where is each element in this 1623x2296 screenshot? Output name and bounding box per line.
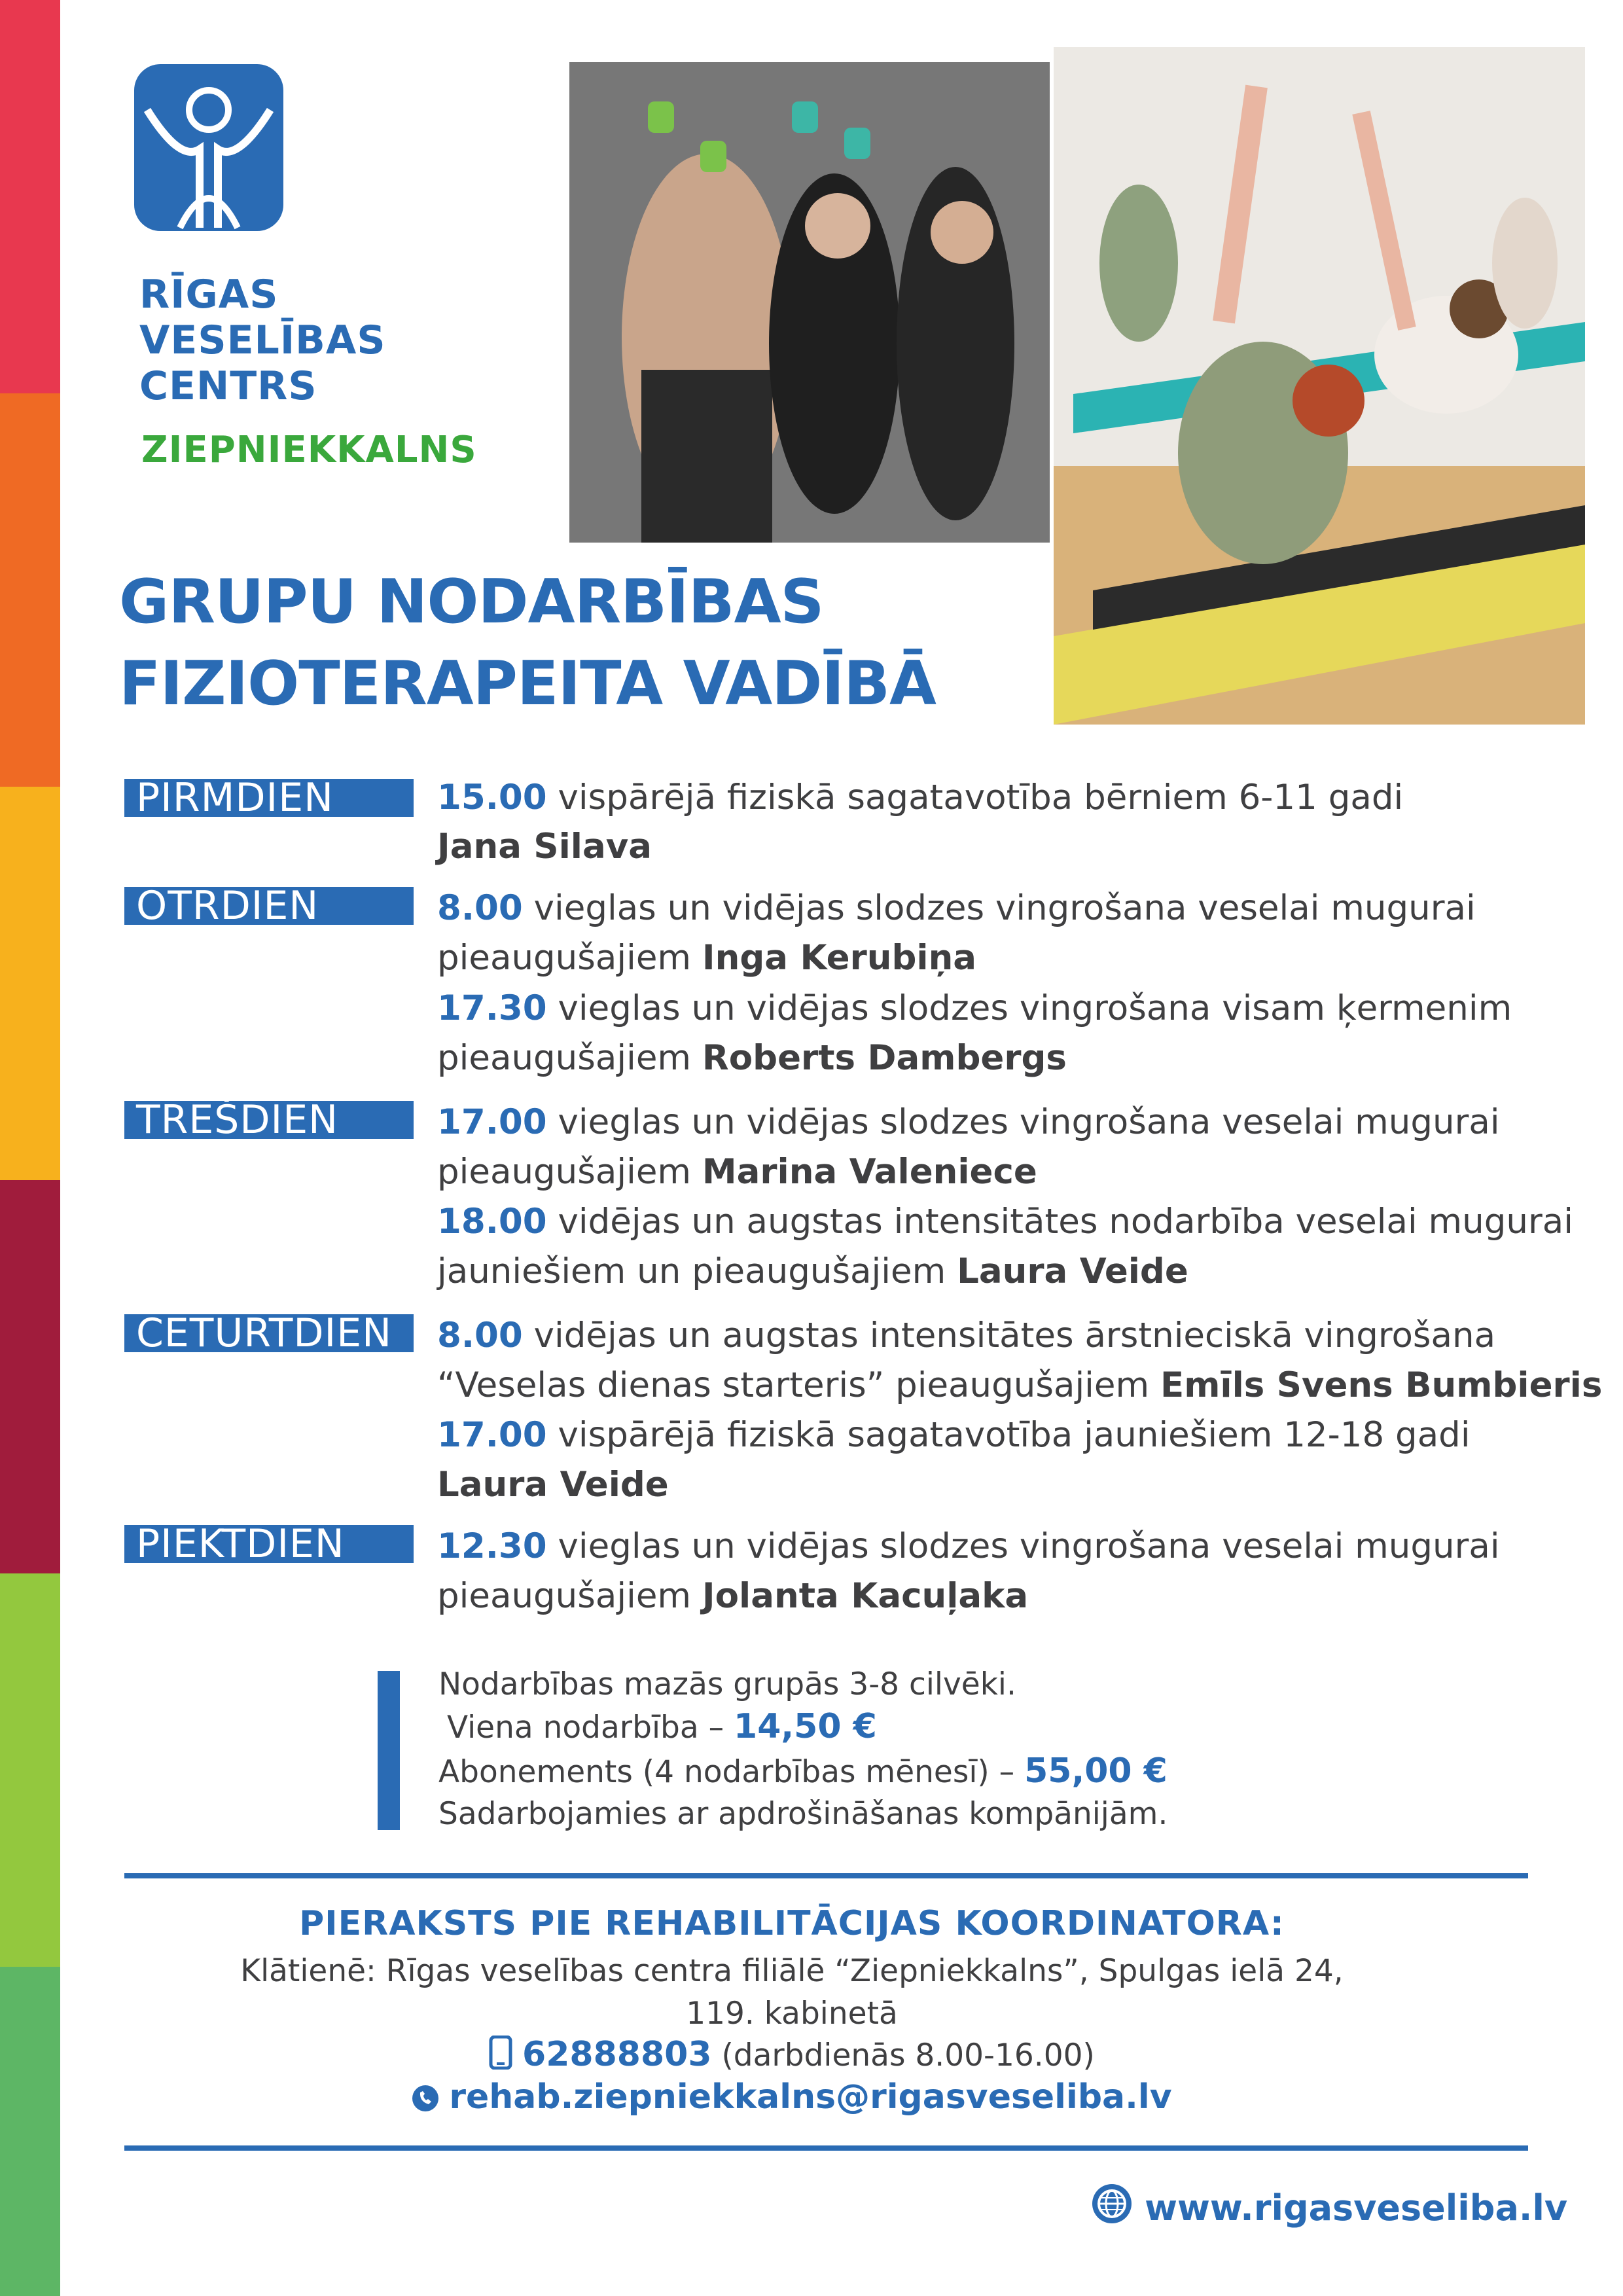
branch-name: ZIEPNIEKKALNS — [141, 429, 477, 471]
address-line-2: 119. kabinetā — [686, 1996, 898, 2032]
trainer-name: Jolanta Kacuļaka — [702, 1576, 1029, 1616]
subscription-price — [438, 1751, 1168, 1791]
brand-line-2: VESELĪBAS — [139, 317, 386, 363]
class-time: 18.00 — [437, 1202, 547, 1242]
email-link[interactable]: rehab.ziepniekkalns@rigasveseliba.lv — [449, 2077, 1172, 2117]
schedule-line — [437, 1318, 1495, 1353]
schedule-line — [437, 1415, 1471, 1455]
day-label-monday: PIRMDIEN — [124, 779, 414, 817]
class-description: vidējas un augstas intensitātes nodarbība veselai mugurai — [546, 1202, 1573, 1242]
trainer-name: Marina Valeniece — [702, 1152, 1037, 1192]
audience-text: jauniešiem un pieaugušajiem — [437, 1251, 957, 1291]
schedule-line — [437, 780, 1403, 815]
insurance-note: Sadarbojamies ar apdrošināšanas kompānijām. — [438, 1796, 1168, 1832]
class-time: 17.00 — [437, 1415, 547, 1455]
class-description: vispārējā fiziskā sagatavotība bērniem 6-11 gadi — [546, 778, 1404, 817]
phone-number[interactable]: 62888803 — [522, 2035, 712, 2074]
schedule-line — [437, 1202, 1573, 1242]
person-logo-icon — [134, 64, 283, 231]
class-description: vieglas un vidējas slodzes vingrošana visam ķermenim — [546, 988, 1512, 1028]
photo-dumbbell-training — [569, 62, 1050, 543]
class-description: vieglas un vidējas slodzes vingrošana veselai mugurai — [522, 888, 1476, 928]
day-label-thursday: CETURTDIEN — [124, 1314, 414, 1352]
photo-yoga-class — [1054, 47, 1585, 725]
brand-line-1: RĪGAS — [139, 272, 279, 317]
phone-icon — [489, 2036, 512, 2075]
day-label-tuesday: OTRDIEN — [124, 887, 414, 925]
single-session-price — [447, 1707, 877, 1746]
pricing-accent-bar — [378, 1671, 400, 1830]
schedule-line — [437, 827, 652, 867]
single-session-label: Viena nodarbība – — [447, 1710, 734, 1746]
schedule-line — [437, 1465, 669, 1505]
trainer-name: Laura Veide — [957, 1251, 1188, 1291]
class-description: vieglas un vidējas slodzes vingrošana veselai mugurai — [546, 1526, 1500, 1566]
schedule-line — [437, 988, 1512, 1028]
group-size-note: Nodarbības mazās grupās 3-8 cilvēki. — [438, 1666, 1016, 1702]
class-description: vieglas un vidējas slodzes vingrošana veselai mugurai — [546, 1102, 1500, 1142]
class-time: 8.00 — [437, 888, 523, 928]
website-link[interactable]: www.rigasveseliba.lv — [1145, 2187, 1568, 2229]
subscription-amount: 55,00 € — [1024, 1751, 1168, 1791]
phone-line — [0, 2036, 1584, 2075]
schedule-line — [437, 1102, 1500, 1142]
schedule-line — [437, 1038, 1067, 1078]
trainer-name: Laura Veide — [437, 1465, 669, 1505]
email-line — [0, 2077, 1584, 2117]
single-session-amount: 14,50 € — [734, 1707, 877, 1746]
trainer-name: Inga Kerubiņa — [702, 938, 977, 978]
address-line-1: Klātienē: Rīgas veselības centra filiālē “Ziepniekkalns”, Spulgas ielā 24, — [240, 1953, 1344, 1989]
day-label-friday: PIEKTDIEN — [124, 1525, 414, 1563]
audience-text: pieaugušajiem — [437, 1576, 702, 1616]
class-time: 15.00 — [437, 778, 547, 817]
day-label-wednesday: TREŠDIEN — [124, 1101, 414, 1139]
divider-bottom — [124, 2145, 1528, 2151]
divider-top — [124, 1873, 1528, 1878]
schedule-line — [437, 1526, 1500, 1566]
audience-text: pieaugušajiem — [437, 938, 702, 978]
schedule-line — [437, 1365, 1603, 1405]
schedule-line — [437, 1576, 1029, 1616]
trainer-name: Roberts Dambergs — [702, 1038, 1067, 1078]
class-description: vidējas un augstas intensitātes ārstnieciskā vingrošana — [522, 1316, 1496, 1355]
schedule-line — [437, 888, 1476, 928]
phone-hours: (darbdienās 8.00-16.00) — [711, 2037, 1095, 2073]
contact-title: PIERAKSTS PIE REHABILITĀCIJAS KOORDINATORA: — [299, 1904, 1285, 1943]
trainer-name: Emīls Svens Bumbieris — [1160, 1365, 1603, 1405]
website-line — [1092, 2183, 1567, 2229]
trainer-name: Jana Silava — [437, 827, 652, 867]
audience-text: “Veselas dienas starteris” pieaugušajiem — [437, 1365, 1160, 1405]
email-icon — [412, 2085, 439, 2117]
audience-text: pieaugušajiem — [437, 1152, 702, 1192]
class-time: 17.00 — [437, 1102, 547, 1142]
logo — [134, 64, 283, 234]
brand-line-3: CENTRS — [139, 363, 317, 409]
class-time: 12.30 — [437, 1526, 547, 1566]
headline-line-1: GRUPU NODARBĪBAS — [119, 566, 824, 637]
schedule-line — [437, 1152, 1037, 1192]
schedule-line — [437, 938, 977, 978]
globe-icon — [1092, 2183, 1132, 2227]
class-description: vispārējā fiziskā sagatavotība jauniešiem 12-18 gadi — [546, 1415, 1471, 1455]
schedule-line — [437, 1251, 1188, 1291]
audience-text: pieaugušajiem — [437, 1038, 702, 1078]
headline-line-2: FIZIOTERAPEITA VADĪBĀ — [119, 648, 936, 719]
color-stripe — [0, 0, 60, 2296]
subscription-label: Abonements (4 nodarbības mēnesī) – — [438, 1754, 1025, 1790]
class-time: 8.00 — [437, 1316, 523, 1355]
class-time: 17.30 — [437, 988, 547, 1028]
